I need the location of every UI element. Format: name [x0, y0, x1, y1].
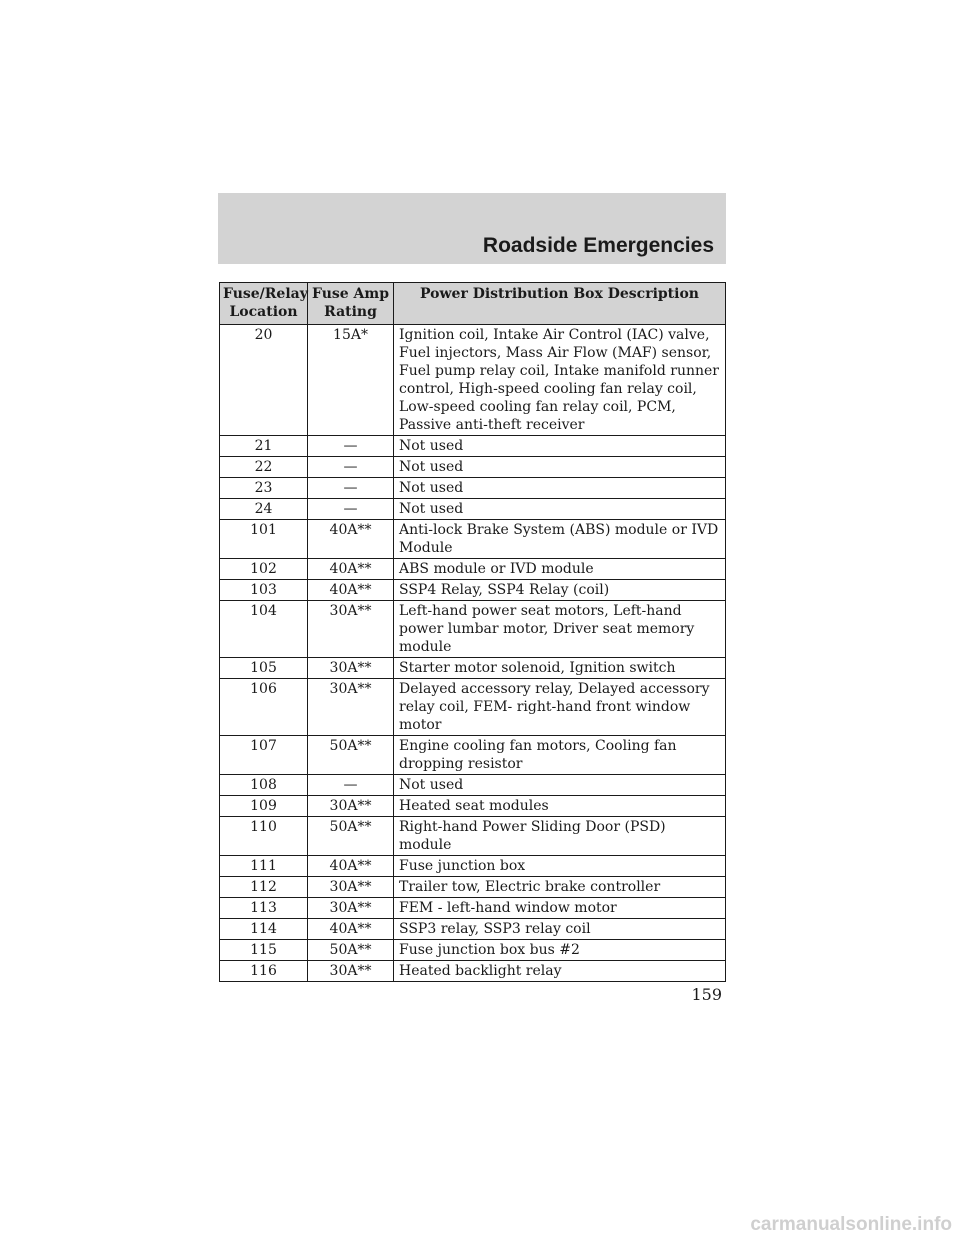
cell-rating: 50A** — [308, 940, 394, 961]
table-row — [220, 559, 726, 580]
cell-location: 104 — [220, 601, 308, 658]
cell-description: Not used — [394, 436, 726, 457]
cell-rating: 30A** — [308, 679, 394, 736]
cell-rating: 40A** — [308, 580, 394, 601]
cell-rating: 40A** — [308, 919, 394, 940]
watermark-text: carmanualsonline.info — [750, 1214, 952, 1235]
cell-location: 20 — [220, 325, 308, 436]
table-row — [220, 478, 726, 499]
cell-rating: 30A** — [308, 796, 394, 817]
header-rating: Fuse Amp Rating — [308, 283, 394, 325]
cell-location: 107 — [220, 736, 308, 775]
table-row — [220, 736, 726, 775]
table-body — [220, 325, 726, 982]
cell-location: 111 — [220, 856, 308, 877]
section-title: Roadside Emergencies — [482, 234, 714, 257]
cell-location: 109 — [220, 796, 308, 817]
cell-description: Trailer tow, Electric brake controller — [394, 877, 726, 898]
cell-description: Not used — [394, 775, 726, 796]
table-row — [220, 457, 726, 478]
header-description: Power Distribution Box Description — [394, 283, 726, 325]
cell-description: Heated seat modules — [394, 796, 726, 817]
table-row — [220, 817, 726, 856]
cell-location: 101 — [220, 520, 308, 559]
cell-location: 115 — [220, 940, 308, 961]
table-row — [220, 961, 726, 982]
cell-rating: 40A** — [308, 856, 394, 877]
cell-description: Right-hand Power Sliding Door (PSD) module — [394, 817, 726, 856]
cell-location: 116 — [220, 961, 308, 982]
cell-rating: 30A** — [308, 898, 394, 919]
cell-rating: 30A** — [308, 961, 394, 982]
cell-description: SSP3 relay, SSP3 relay coil — [394, 919, 726, 940]
cell-location: 110 — [220, 817, 308, 856]
cell-rating: 30A** — [308, 658, 394, 679]
cell-location: 24 — [220, 499, 308, 520]
cell-rating: 40A** — [308, 520, 394, 559]
table-row — [220, 775, 726, 796]
table-row — [220, 580, 726, 601]
fuse-table — [219, 282, 726, 982]
cell-location: 114 — [220, 919, 308, 940]
cell-description: Left-hand power seat motors, Left-hand power lumbar motor, Driver seat memory module — [394, 601, 726, 658]
cell-description: Starter motor solenoid, Ignition switch — [394, 658, 726, 679]
cell-description: Engine cooling fan motors, Cooling fan dropping resistor — [394, 736, 726, 775]
table-row — [220, 856, 726, 877]
cell-rating: 30A** — [308, 877, 394, 898]
cell-location: 112 — [220, 877, 308, 898]
cell-description: Heated backlight relay — [394, 961, 726, 982]
cell-location: 102 — [220, 559, 308, 580]
cell-rating: — — [308, 457, 394, 478]
table-row — [220, 877, 726, 898]
cell-location: 23 — [220, 478, 308, 499]
cell-location: 22 — [220, 457, 308, 478]
cell-rating: — — [308, 478, 394, 499]
table-header-row — [220, 283, 726, 325]
cell-rating: 30A** — [308, 601, 394, 658]
cell-description: Fuse junction box — [394, 856, 726, 877]
table-row — [220, 940, 726, 961]
table-row — [220, 679, 726, 736]
table-row — [220, 898, 726, 919]
table-row — [220, 601, 726, 658]
cell-location: 113 — [220, 898, 308, 919]
cell-description: Anti-lock Brake System (ABS) module or IVD Module — [394, 520, 726, 559]
cell-location: 108 — [220, 775, 308, 796]
table-row — [220, 325, 726, 436]
cell-rating: 15A* — [308, 325, 394, 436]
cell-location: 103 — [220, 580, 308, 601]
cell-description: SSP4 Relay, SSP4 Relay (coil) — [394, 580, 726, 601]
cell-rating: — — [308, 499, 394, 520]
header-location: Fuse/Relay Location — [220, 283, 308, 325]
section-header-band — [218, 193, 726, 264]
cell-rating: 50A** — [308, 736, 394, 775]
table-row — [220, 520, 726, 559]
cell-description: FEM - left-hand window motor — [394, 898, 726, 919]
cell-rating: 50A** — [308, 817, 394, 856]
cell-description: Not used — [394, 499, 726, 520]
cell-description: Not used — [394, 457, 726, 478]
table-row — [220, 436, 726, 457]
table-row — [220, 499, 726, 520]
cell-description: Delayed accessory relay, Delayed accessory relay coil, FEM- right-hand front window motor — [394, 679, 726, 736]
table-row — [220, 919, 726, 940]
cell-rating: 40A** — [308, 559, 394, 580]
cell-rating: — — [308, 436, 394, 457]
cell-description: Fuse junction box bus #2 — [394, 940, 726, 961]
cell-description: ABS module or IVD module — [394, 559, 726, 580]
table-row — [220, 658, 726, 679]
cell-description: Ignition coil, Intake Air Control (IAC) valve, Fuel injectors, Mass Air Flow (MAF) sensor, Fuel pump relay coil, Intake manifold runner control, High-speed cooling fan relay coil, Low-speed cooling fan relay coil, PCM, Passive anti-theft receiver — [394, 325, 726, 436]
page-number: 159 — [691, 985, 722, 1004]
cell-rating: — — [308, 775, 394, 796]
table-row — [220, 796, 726, 817]
cell-location: 106 — [220, 679, 308, 736]
cell-location: 21 — [220, 436, 308, 457]
cell-location: 105 — [220, 658, 308, 679]
cell-description: Not used — [394, 478, 726, 499]
